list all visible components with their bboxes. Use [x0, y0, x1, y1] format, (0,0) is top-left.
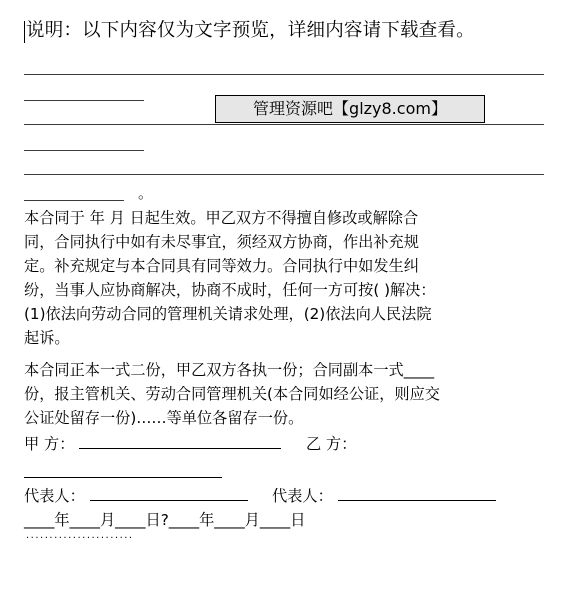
party-b-field[interactable] — [24, 477, 222, 478]
party-a-row — [24, 432, 281, 456]
rep-b-row — [272, 484, 496, 508]
text-cursor — [24, 21, 25, 43]
rule-line — [24, 124, 544, 125]
site-link-button[interactable]: 管理资源吧【glzy8.com】 — [215, 95, 485, 123]
paragraph-line: 起诉。 — [24, 329, 70, 347]
paragraph-line: 本合同于 年 月 日起生效。甲乙双方不得擅自修改或解除合 — [24, 209, 419, 227]
rule-line — [24, 174, 544, 175]
paragraph-line: 本合同正本一式二份，甲乙双方各执一份；合同副本一式____ — [24, 361, 435, 379]
rep-b-field[interactable] — [338, 486, 496, 501]
rule-line — [24, 74, 544, 75]
party-a-field[interactable] — [79, 434, 281, 449]
date-line: ____年____月____日?____年____月____日 — [24, 511, 306, 529]
rep-a-label: 代表人： — [24, 487, 85, 505]
rule-line — [24, 200, 124, 201]
paragraph-line: (1)依法向劳动合同的管理机关请求处理，(2)依法向人民法院 — [24, 305, 432, 323]
paragraph-line: 份，报主管机关、劳动合同管理机关(本合同如经公证，则应交 — [24, 385, 440, 403]
paragraph-line: 同，合同执行中如有未尽事宜，须经双方协商，作出补充规 — [24, 233, 419, 251]
party-a-label: 甲 方： — [24, 435, 75, 453]
sentence-period: 。 — [138, 184, 154, 202]
paragraph-line: 定。补充规定与本合同具有同等效力。合同执行中如发生纠 — [24, 257, 419, 275]
preview-notice: 说明：以下内容仅为文字预览，详细内容请下载查看。 — [26, 20, 475, 41]
paragraph-line: 纷，当事人应协商解决，协商不成时，任何一方可按( )解决： — [24, 281, 436, 299]
rep-b-label: 代表人： — [272, 487, 333, 505]
rule-line — [24, 100, 144, 101]
rep-a-row — [24, 484, 248, 508]
party-b-label: 乙 方： — [306, 435, 357, 453]
rule-line — [24, 150, 144, 151]
trailing-dots: ······················· — [26, 533, 134, 544]
rep-a-field[interactable] — [90, 486, 248, 501]
paragraph-line: 公证处留存一份)……等单位各留存一份。 — [24, 409, 304, 427]
